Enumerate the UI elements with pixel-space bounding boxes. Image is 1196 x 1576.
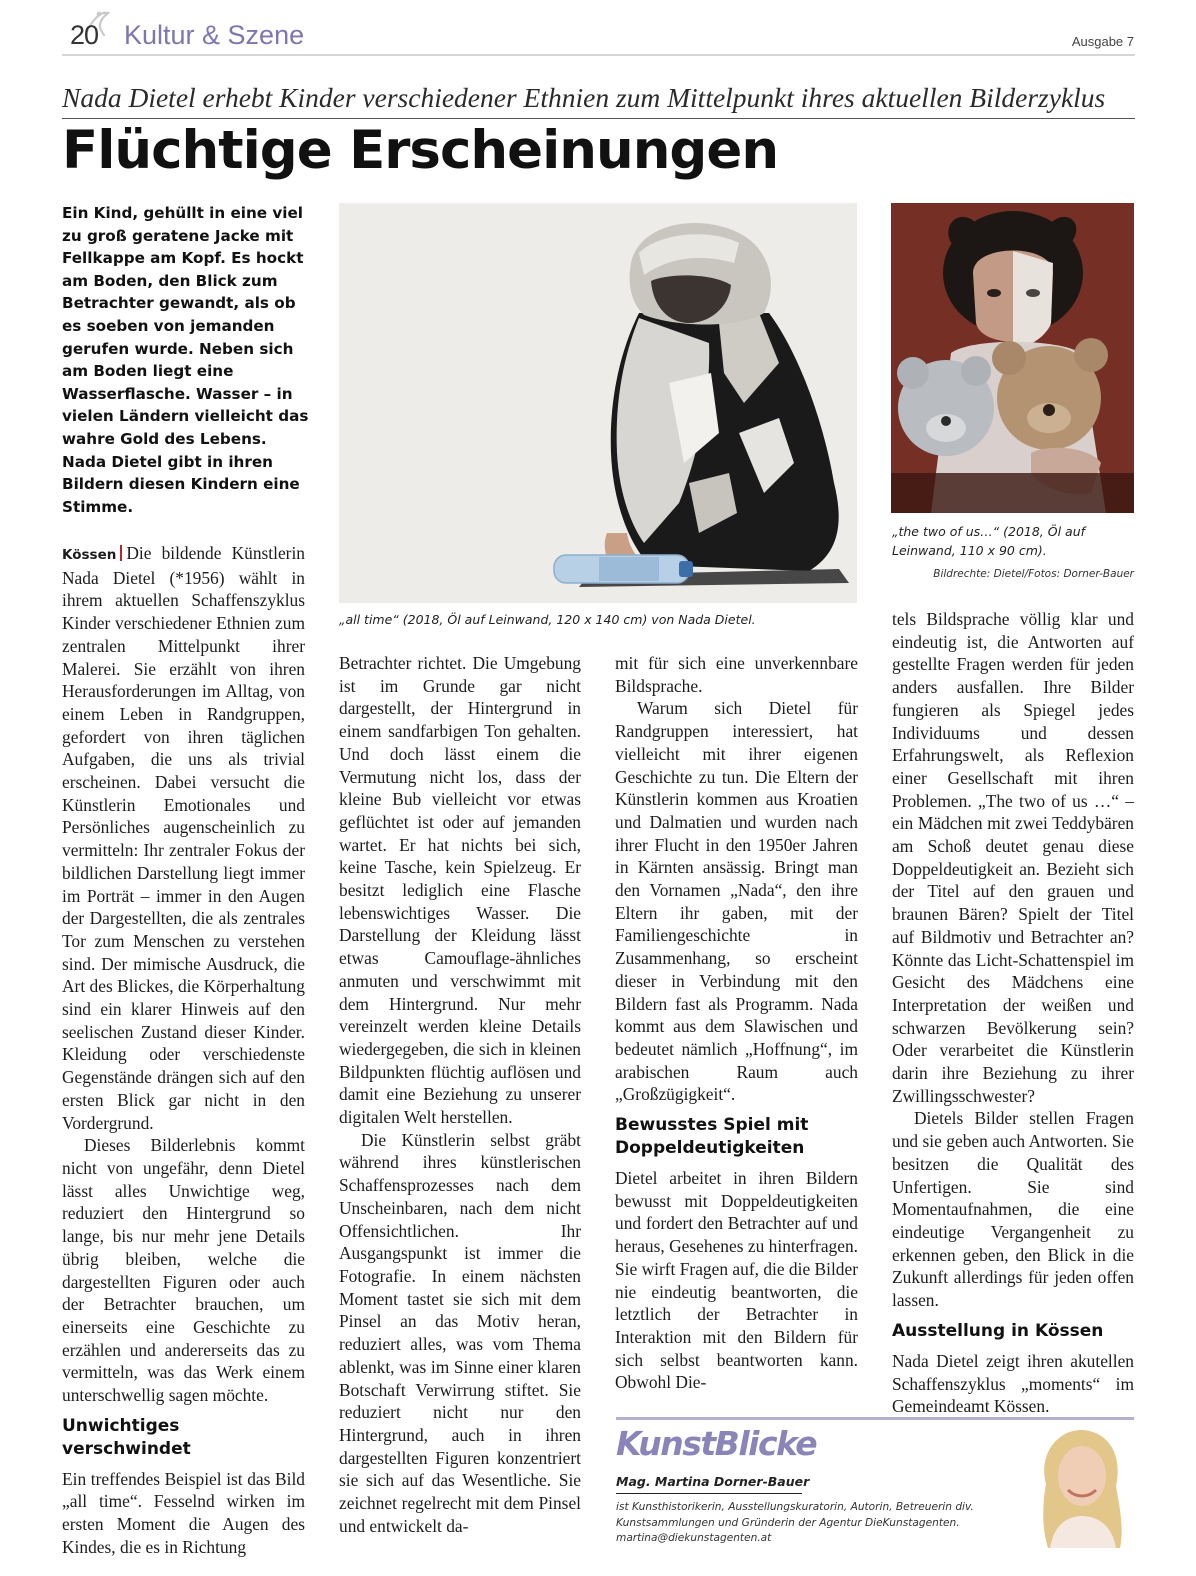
author-name: Mag. Martina Dorner-Bauer (616, 1474, 810, 1489)
author-name-rule (616, 1493, 802, 1494)
author-email[interactable]: martina@diekunstagenten.at (616, 1532, 772, 1544)
dateline-bar (120, 545, 122, 561)
col4-paragraph-3: Nada Dietel zeigt ihren akutellen Schaffenszyklus „moments“ im Gemeindeamt Kössen. (892, 1350, 1134, 1417)
dateline: Kössen (62, 547, 117, 563)
author-box-rule (616, 1417, 1134, 1420)
col2-paragraph-2: Die Künstlerin selbst gräbt während ihres künstlerischen Schaffensprozesses nach dem Unscheinbaren, nach dem nicht Offensichtlichen. Ihr Ausgangspunkt ist immer die Fotografie. In einem nächsten Moment tastet sie sich mit dem Pinsel an das Motiv heran, reduziert alles, was vom Thema ablenkt, was im Sinne einer klaren Botschaft Verwirrung stiftet. Sie reduziert nicht nur den Hintergrund, auch in ihren dargestellten Figuren konzentriert sie sich auf das Wesentliche. Sie zeichnet regelrecht mit dem Pinsel und entwickelt da- (339, 1129, 581, 1536)
body-column-3 (615, 652, 858, 1394)
kicker-rule (62, 118, 1135, 119)
col2-paragraph-1: Betrachter richtet. Die Umgebung ist im Grunde gar nicht dargestellt, der Hintergrund in einem sandfarbigen Ton gehalten. Und doch lässt einem die Vermutung nicht los, dass der kleine Bub vielleicht vor etwas geflüchtet ist oder auf jemanden wartet. Er hat nichts bei sich, keine Tasche, kein Spielzeug. Er besitzt lediglich eine Flasche lebenswichtiges Wasser. Die Darstellung der Kleidung lässt etwas Camouflage-ähnliches anmuten und verschwimmt mit dem Hintergrund. Nur mehr vereinzelt werden kleine Details wiedergegeben, die sich in kleinen Bildpunkten flüchtig auflösen und damit eine Beziehung zu unserer digitalen Welt herstellen. (339, 653, 581, 1128)
col1-paragraph-3: Ein treffendes Beispiel ist das Bild „all time“. Fesselnd wirken im ersten Moment die Augen des Kindes, die es in Richtung (62, 1468, 305, 1557)
lead-paragraph: Ein Kind, gehüllt in eine viel zu groß geratene Jacke mit Fellkappe am Kopf. Es hockt am Boden, den Blick zum Betrachter gewandt, als ob es soeben von jemanden gerufen wurde. Neben sich am Boden liegt eine Wasserflasche. Wasser – in vielen Ländern vielleicht das wahre Gold des Lebens. Nada Dietel gibt in ihren Bildern diesen Kindern eine Stimme. (62, 204, 309, 516)
author-bio (616, 1500, 1016, 1547)
page-number: 20 (70, 20, 99, 50)
body-column-1 (62, 542, 305, 1559)
side-image-caption: „the two of us…“ (2018, Öl auf Leinwand, 110 x 90 cm). (892, 524, 1086, 558)
col1-paragraph-1 (62, 542, 305, 1134)
body-column-4 (892, 608, 1134, 1418)
column-title-kunstblicke: KunstBlicke (616, 1424, 817, 1463)
main-image-caption: „all time“ (2018, Öl auf Leinwand, 120 x 140 cm) von Nada Dietel. (339, 612, 756, 627)
kicker: Nada Dietel erhebt Kinder verschiedener Ethnien zum Mittelpunkt ihres aktuellen Bilderzyklus (62, 82, 1106, 113)
subheading-ausstellung: Ausstellung in Kössen (892, 1320, 1104, 1341)
subheading-unwichtiges: Unwichtiges verschwindet (62, 1415, 191, 1459)
section-title: Kultur & Szene (124, 20, 305, 50)
painting-the-two-of-us (891, 203, 1134, 513)
col1-paragraph-2: Dieses Bilderlebnis kommt nicht von ungefähr, denn Dietel lässt alles Unwichtige weg, reduziert den Hintergrund so lange, bis nur mehr jene Details übrig bleiben, welche die dargestellten Figuren oder auch der Betrachter brauchen, um einerseits eine Geschichte zu erzählen und andererseits das zu vermitteln, was das Werk einem unterschwellig sagen möchte. (62, 1135, 305, 1406)
painting-all-time (339, 203, 857, 603)
col1-text-1: Die bildende Künstlerin Nada Dietel (*1956) wählt in ihrem aktuellen Schaffenszyklus Kinder verschiedener Ethnien zum zentralen Mittelpunkt ihrer Malerei. Sie erzählt von ihren Herausforderungen im Alltag, von einem Leben in Randgruppen, gefordert von ihren täglichen Aufgaben, die uns als trivial erscheinen. Dabei versucht die Künstlerin Emotionales und Persönliches augenscheinlich zu vermitteln: Ihr zentraler Fokus der bildlichen Darstellung liegt immer im Porträt – immer in den Augen der Dargestellten, die als zentrales Tor zum Menschen zu verstehen sind. Der mimische Ausdruck, die Art des Blickes, die Körperhaltung sind ein klarer Hinweis auf den seelischen Zustand dieser Kinder. Kleidung oder verschiedenste Gegenstände drängen sich auf den ersten Blick gar nicht in den Vordergrund. (62, 543, 305, 1133)
headline: Flüchtige Erscheinungen (62, 120, 779, 181)
header-rule (62, 54, 1135, 56)
issue-label: Ausgabe 7 (1071, 34, 1134, 49)
col3-paragraph-3: Dietel arbeitet in ihren Bildern bewusst mit Doppeldeutigkeiten und fordert den Betrachter auf und heraus, Gesehenes zu hinterfragen. Sie wirft Fragen auf, die die Bilder nie eindeutig beantworten, die letztlich der Betrachter in Interaktion mit den Bildern für sich selbst beantworten kann. Obwohl Die- (615, 1168, 858, 1393)
body-column-2 (339, 652, 581, 1537)
image-credit: Bildrechte: Dietel/Fotos: Dorner-Bauer (933, 568, 1134, 580)
col4-paragraph-2: Dietels Bilder stellen Fragen und sie geben auch Antworten. Sie besitzen die Qualität des Unfertigen. Sie sind Momentaufnahmen, die eine eindeutige Vergangenheit zu erkennen geben, den Blick in die Zukunft allerdings für jeden offen lassen. (892, 1108, 1134, 1311)
author-bio-text: ist Kunsthistorikerin, Ausstellungskuratorin, Autorin, Betreuerin div. Kunstsammlungen und Gründerin der Agentur DieKunstagenten. (616, 1501, 974, 1529)
author-portrait (1028, 1424, 1132, 1548)
subheading-doppeldeutigkeiten: Bewusstes Spiel mit Doppeldeutigkeiten (615, 1115, 809, 1159)
col3-paragraph-2: Warum sich Dietel für Randgruppen interessiert, hat vielleicht mit ihrer eigenen Geschichte zu tun. Die Eltern der Künstlerin kommen aus Kroatien und Dalmatien und wurden nach ihrer Flucht in den 1950er Jahren in Kärnten ansässig. Bringt man den Vornamen „Nada“, den ihre Eltern ihr gaben, mit der Familiengeschichte in Zusammenhang, so erscheint dieser in Verbindung mit den Bildern fast als Programm. Nada kommt aus dem Slawischen und bedeutet nämlich „Hoffnung“, im arabischen Raum auch „Großzügigkeit“. (615, 698, 858, 1105)
col4-paragraph-1: tels Bildsprache völlig klar und eindeutig ist, die Antworten auf gestellte Fragen werden für jeden anders ausfallen. Ihre Bilder fungieren als Spiegel jedes Individuums und dessen Erfahrungswelt, als Reflexion einer Gesellschaft mit ihren Problemen. „The two of us …“ – ein Mädchen mit zwei Teddybären am Schoß deutet genau diese Doppeldeutigkeit an. Bezieht sich der Titel auf den grauen und braunen Bären? Spielt der Titel auf Bildmotiv und Betrachter an? Könnte das Licht-Schattenspiel im Gesicht des Mädchens eine Interpretation der weißen und schwarzen Bevölkerung sein? Oder verarbeitet die Künstlerin darin ihre Beziehung zu ihrer Zwillingsschwester? (892, 609, 1134, 1106)
col3-paragraph-1: mit für sich eine unverkennbare Bildsprache. (615, 653, 858, 696)
